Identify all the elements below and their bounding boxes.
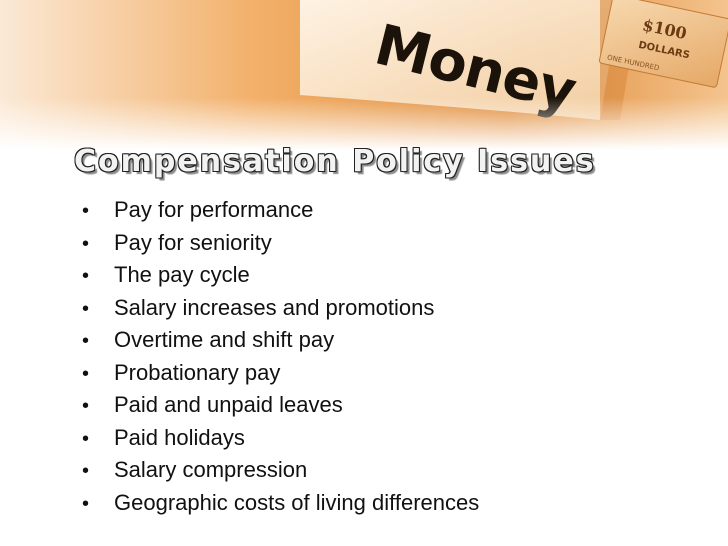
bullet-dot: • xyxy=(82,460,90,482)
bullet-dot: • xyxy=(82,265,90,287)
list-item xyxy=(82,262,479,295)
list-item-text: Pay for performance xyxy=(114,197,314,222)
list-item-text: The pay cycle xyxy=(114,262,250,287)
bullet-dot: • xyxy=(82,395,90,417)
list-item-text: Overtime and shift pay xyxy=(114,327,335,352)
bullet-list xyxy=(82,197,479,522)
list-item xyxy=(82,360,479,393)
list-item-text: Probationary pay xyxy=(114,359,281,385)
list-item-text: Paid and unpaid leaves xyxy=(114,392,343,417)
list-item-text: Salary increases and promotions xyxy=(114,294,435,320)
list-item xyxy=(82,197,479,230)
bullet-dot: • xyxy=(82,330,90,352)
bullet-dot: • xyxy=(82,297,90,320)
list-item-text: Salary compression xyxy=(114,457,308,482)
list-item xyxy=(82,457,479,490)
bullet-dot: • xyxy=(82,232,90,255)
bullet-dot: • xyxy=(82,362,90,385)
bullet-dot: • xyxy=(82,427,90,450)
list-item-text: Geographic costs of living differences xyxy=(114,489,480,515)
list-item xyxy=(82,295,479,328)
bullet-dot: • xyxy=(82,492,90,515)
list-item xyxy=(82,490,479,523)
list-item xyxy=(82,425,479,458)
list-item xyxy=(82,392,479,425)
list-item xyxy=(82,327,479,360)
list-item-text: Pay for seniority xyxy=(114,229,272,255)
slide-title: Compensation Policy Issues xyxy=(74,144,596,179)
list-item xyxy=(82,230,479,263)
bullet-dot: • xyxy=(82,200,90,222)
list-item-text: Paid holidays xyxy=(114,424,245,450)
money-banner-image xyxy=(0,0,728,150)
